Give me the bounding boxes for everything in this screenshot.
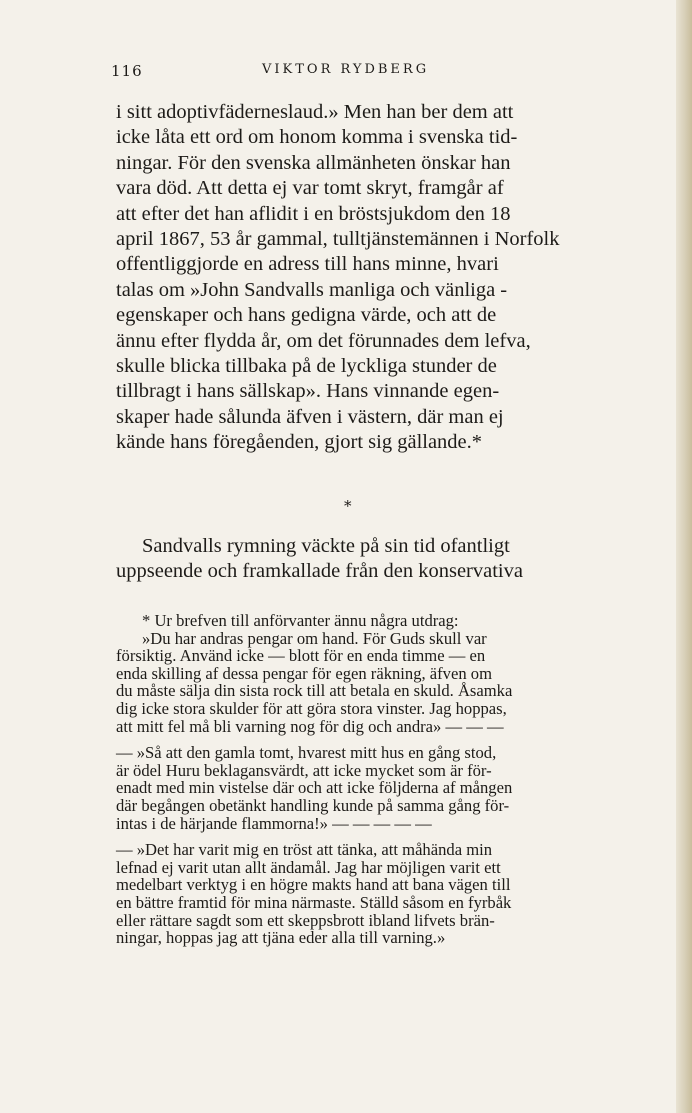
footnote-line: intas i de härjande flammorna!» — — — — —: [116, 813, 432, 833]
footnote-line: enadt med min vistelse där och att icke följderna af mången: [116, 778, 513, 798]
footnote-line: ningar, hoppas jag att tjäna eder alla till varning.»: [116, 928, 446, 948]
footnote-line: * Ur brefven till anförvanter ännu några utdrag:: [142, 611, 459, 630]
text-line: att efter det han aflidit i en bröstsjukdom den 18: [116, 202, 511, 225]
text-line: talas om »John Sandvalls manliga och vänliga -: [116, 278, 508, 301]
page-number: 116: [111, 62, 143, 80]
footnote-line: dig icke stora skulder för att göra stora vinster. Jag hoppas,: [116, 698, 507, 718]
footnote-line: lefnad ej varit utan allt ändamål. Jag har möjligen varit ett: [116, 857, 501, 877]
footnote-line: eller rättare sagdt som ett skeppsbrott ibland lifvets brän-: [116, 910, 495, 930]
text-line: april 1867, 53 år gammal, tulltjänstemännen i Norfolk: [116, 227, 560, 250]
footnote-paragraph: [116, 841, 688, 947]
running-title: VIKTOR RYDBERG: [262, 62, 430, 77]
text-line: vara död. Att detta ej var tomt skryt, framgår af: [116, 177, 504, 200]
text-line: icke låta ett ord om honom komma i svenska tid-: [116, 126, 518, 149]
footnote-paragraph: [116, 612, 688, 735]
footnote-paragraph: [116, 744, 688, 832]
text-line: Sandvalls rymning väckte på sin tid ofantligt: [142, 535, 510, 557]
footnote-line: är ödel Huru beklagansvärdt, att icke mycket som är för-: [116, 760, 492, 780]
text-line: kände hans föregåenden, gjort sig gällande.*: [116, 431, 483, 454]
section-separator: *: [344, 497, 352, 515]
paragraph-two: [116, 534, 688, 585]
text-line: i sitt adoptivfäderneslaud.» Men han ber dem att: [116, 101, 514, 123]
footnote-line: där begången obetänkt handling kunde på samma gång för-: [116, 795, 510, 815]
footnote-line: att mitt fel må bli varning nog för dig och andra» — — —: [116, 716, 504, 736]
page-header: [0, 62, 692, 86]
text-line: egenskaper och hans gedigna värde, och att de: [116, 304, 497, 327]
text-line: ningar. För den svenska allmänheten önskar han: [116, 151, 511, 174]
footnote-line: »Du har andras pengar om hand. För Guds skull var: [142, 628, 487, 648]
footnote-line: försiktig. Använd icke — blott för en enda timme — en: [116, 646, 486, 666]
text-line: offentliggjorde en adress till hans minne, hvari: [116, 253, 499, 276]
text-line: ännu efter flydda år, om det förunnades dem lefva,: [116, 329, 531, 352]
footnote: [116, 612, 688, 956]
footnote-line: — »Det har varit mig en tröst att tänka, att måhända min: [116, 840, 493, 860]
text-line: skaper hade sålunda äfven i västern, där man ej: [116, 405, 504, 428]
footnote-line: medelbart verktyg i en högre makts hand att bana vägen till: [116, 875, 511, 895]
footnote-line: en bättre framtid för mina närmaste. Ställd såsom en fyrbåk: [116, 892, 512, 912]
text-line: tillbragt i hans sällskap». Hans vinnande egen-: [116, 380, 500, 403]
footnote-line: — »Så att den gamla tomt, hvarest mitt hus en gång stod,: [116, 743, 497, 763]
footnote-line: du måste sälja din sista rock till att betala en skuld. Åsamka: [116, 681, 513, 701]
text-line: uppseende och framkallade från den konservativa: [116, 560, 523, 583]
text-line: skulle blicka tillbaka på de lyckliga stunder de: [116, 354, 497, 377]
footnote-line: enda skilling af dessa pengar för egen räkning, äfven om: [116, 663, 492, 683]
paragraph-one: [116, 100, 688, 455]
